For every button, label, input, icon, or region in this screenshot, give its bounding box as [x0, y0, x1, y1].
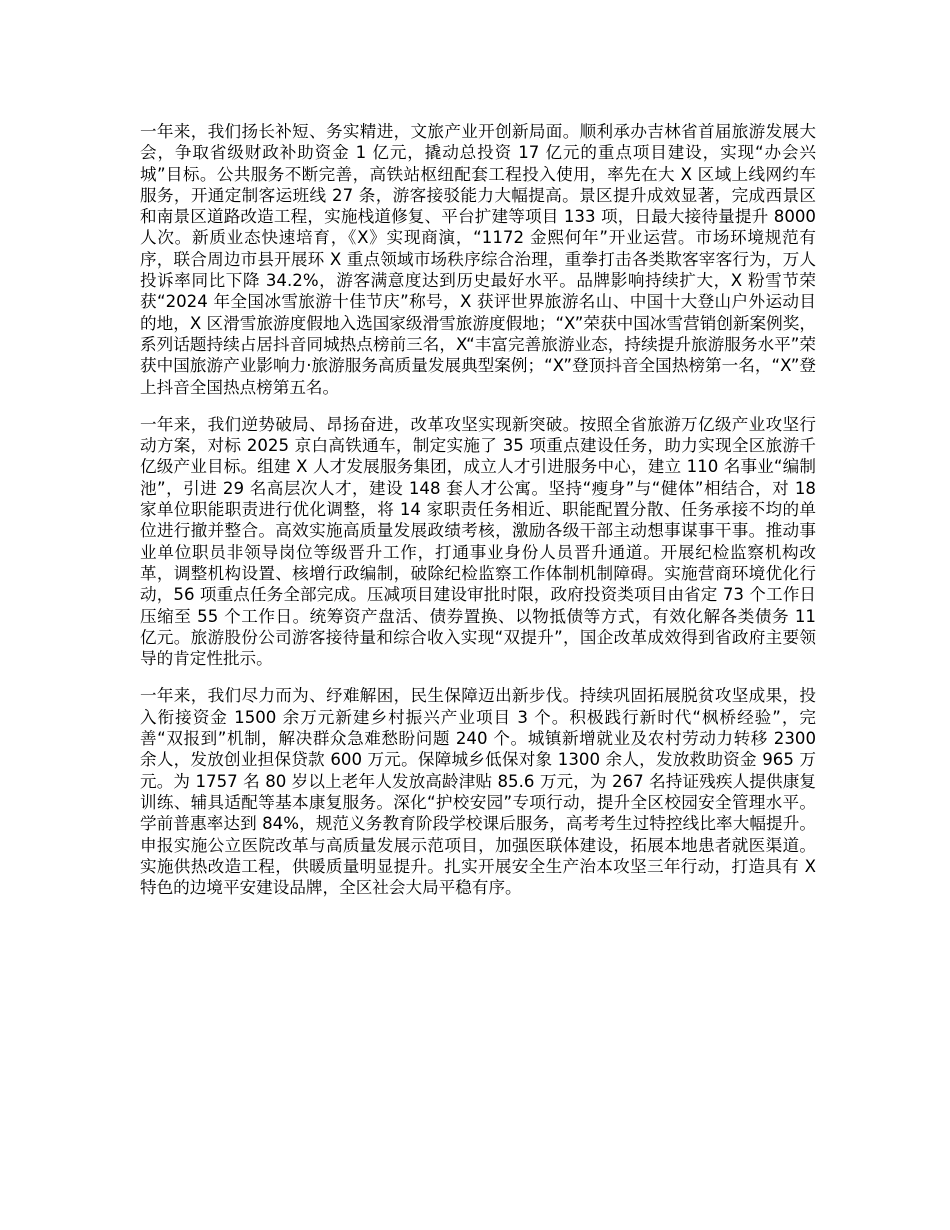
paragraph-reform: 一年来，我们逆势破局、昂扬奋进，改革攻坚实现新突破。按照全省旅游万亿级产业攻坚行动方案，对标 2025 京白高铁通车，制定实施了 35 项重点建设任务，助力实现全区旅游千亿级产业目标。组建 X 人才发展服务集团，成立人才引进服务中心，建立 110 名事业“编制池”，引进 29 名高层次人才，建设 148 套人才公寓。坚持“瘦身”与“健体”相结合，对 18 家单位职能职责进行优化调整，将 14 家职责任务相近、职能配置分散、任务承接不均的单位进行撤并整合。高效实施高质量发展政绩考核，激励各级干部主动想事谋事干事。推动事业单位职员非领导岗位等级晋升工作，打通事业身份人员晋升通道。开展纪检监察机构改革，调整机构设置、核增行政编制，破除纪检监察工作体制机制障碍。实施营商环境优化行动，56 项重点任务全部完成。压减项目建设审批时限，政府投资类项目由省定 73 个工作日压缩至 55 个工作日。统筹资产盘活、债券置换、以物抵债等方式，有效化解各类债务 11 亿元。旅游股份公司游客接待量和综合收入实现“双提升”，国企改革成效得到省政府主要领导的肯定性批示。 [140, 414, 816, 669]
document-body [140, 121, 816, 914]
paragraph-culture-tourism: 一年来，我们扬长补短、务实精进，文旅产业开创新局面。顺利承办吉林省首届旅游发展大会，争取省级财政补助资金 1 亿元，撬动总投资 17 亿元的重点项目建设，实现“办会兴城”目标。公共服务不断完善，高铁站枢纽配套工程投入使用，率先在大 X 区域上线网约车服务，开通定制客运班线 27 条，游客接驳能力大幅提高。景区提升成效显著，完成西景区和南景区道路改造工程，实施栈道修复、平台扩建等项目 133 项，日最大接待量提升 8000 人次。新质业态快速培育，《X》实现商演，“1172 金熙何年”开业运营。市场环境规范有序，联合周边市县开展环 X 重点领域市场秩序综合治理，重拳打击各类欺客宰客行为，万人投诉率同比下降 34.2%，游客满意度达到历史最好水平。品牌影响持续扩大，X 粉雪节荣获“2024 年全国冰雪旅游十佳节庆”称号，X 获评世界旅游名山、中国十大登山户外运动目的地，X 区滑雪旅游度假地入选国家级滑雪旅游度假地；“X”荣获中国冰雪营销创新案例奖，系列话题持续占居抖音同城热点榜前三名，X“丰富完善旅游业态，持续提升旅游服务水平”荣获中国旅游产业影响力·旅游服务高质量发展典型案例；“X”登顶抖音全国热榜第一名，“X”登上抖音全国热点榜第五名。 [140, 122, 816, 397]
paragraph-livelihood: 一年来，我们尽力而为、纾难解困，民生保障迈出新步伐。持续巩固拓展脱贫攻坚成果，投入衔接资金 1500 余万元新建乡村振兴产业项目 3 个。积极践行新时代“枫桥经验”，完善“双报到”机制，解决群众急难愁盼问题 240 个。城镇新增就业及农村劳动力转移 2300 余人，发放创业担保贷款 600 万元。保障城乡低保对象 1300 余人，发放救助资金 965 万元。为 1757 名 80 岁以上老年人发放高龄津贴 85.6 万元，为 267 名持证残疾人提供康复训练、辅具适配等基本康复服务。深化“护校安园”专项行动，提升全区校园安全管理水平。学前普惠率达到 84%，规范义务教育阶段学校课后服务，高考考生过特控线比率大幅提升。申报实施公立医院改革与高质量发展示范项目，加强医联体建设，拓展本地患者就医渠道。实施供热改造工程，供暖质量明显提升。扎实开展安全生产治本攻坚三年行动，打造具有 X 特色的边境平安建设品牌，全区社会大局平稳有序。 [140, 686, 816, 898]
